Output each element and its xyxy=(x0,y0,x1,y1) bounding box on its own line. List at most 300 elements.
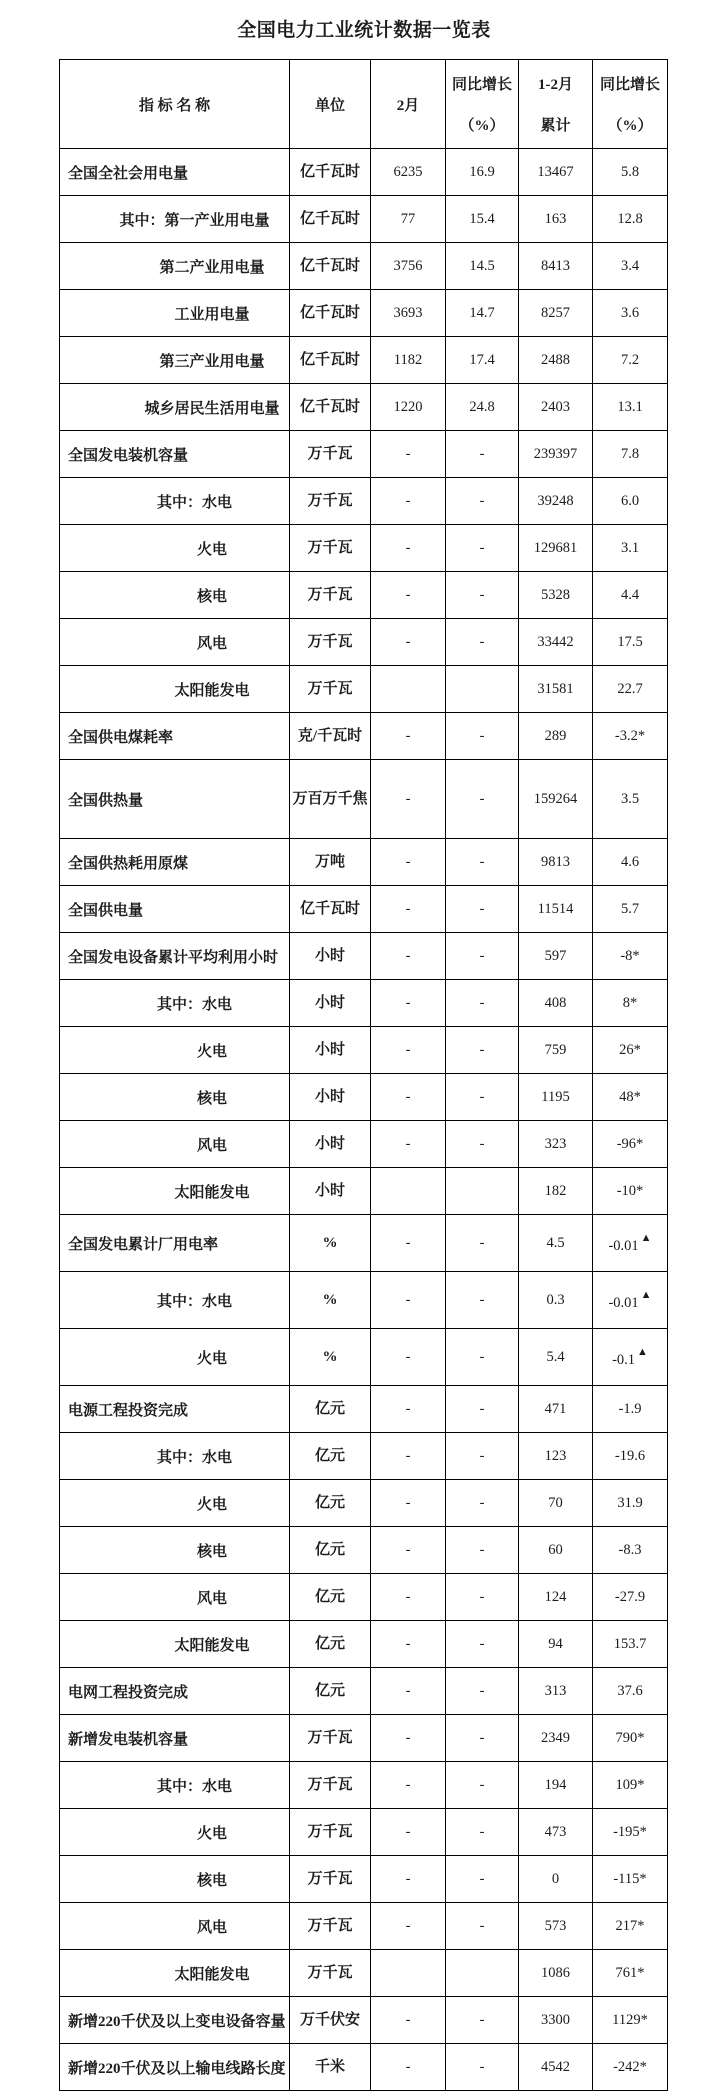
february-value-cell xyxy=(371,1074,446,1121)
cumulative-yoy-cell xyxy=(593,1809,668,1856)
indicator-name-cell-text: 火电 xyxy=(196,1825,227,1842)
indicator-name-cell-text: 工业用电量 xyxy=(174,306,250,323)
cumulative-value-cell-text: 759 xyxy=(544,1041,567,1058)
february-yoy-cell-text: - xyxy=(479,1400,485,1417)
february-value-cell xyxy=(371,1715,446,1762)
february-value-cell xyxy=(371,384,446,431)
february-yoy-cell-text: - xyxy=(479,1447,485,1464)
february-yoy-cell xyxy=(446,886,519,933)
february-yoy-cell xyxy=(446,1272,519,1329)
header-yoy-cumulative-line1: 同比增长 xyxy=(599,77,660,93)
indicator-name-cell xyxy=(60,886,290,933)
cumulative-yoy-cell xyxy=(593,1121,668,1168)
unit-cell-text: 小时 xyxy=(314,1183,345,1199)
indicator-name-cell xyxy=(60,290,290,337)
february-yoy-cell xyxy=(446,1809,519,1856)
indicator-name-cell xyxy=(60,1762,290,1809)
cumulative-yoy-cell-text: 37.6 xyxy=(617,1682,643,1699)
unit-cell xyxy=(290,886,371,933)
february-yoy-cell-text: - xyxy=(479,445,485,462)
february-value-cell-text: - xyxy=(405,1400,411,1417)
table-row xyxy=(60,1027,668,1074)
unit-cell-text: 万千瓦 xyxy=(307,1730,353,1746)
cumulative-yoy-cell xyxy=(593,337,668,384)
february-value-cell-text: - xyxy=(405,633,411,650)
cumulative-value-cell xyxy=(519,713,593,760)
february-yoy-cell xyxy=(446,196,519,243)
indicator-name-cell-text: 太阳能发电 xyxy=(174,1637,250,1654)
unit-cell-text: 万千瓦 xyxy=(307,446,353,462)
unit-cell xyxy=(290,1074,371,1121)
cumulative-yoy-cell xyxy=(593,243,668,290)
february-yoy-cell-text: - xyxy=(479,790,485,807)
cumulative-value-cell-text: 33442 xyxy=(537,633,574,650)
unit-cell-text: % xyxy=(322,1349,338,1365)
unit-cell-text: 亿元 xyxy=(314,1542,345,1558)
unit-cell-text: % xyxy=(322,1235,338,1251)
cumulative-yoy-cell xyxy=(593,1433,668,1480)
february-yoy-cell xyxy=(446,1527,519,1574)
february-yoy-cell xyxy=(446,337,519,384)
february-value-cell-text: - xyxy=(405,1041,411,1058)
unit-cell xyxy=(290,1997,371,2044)
cumulative-yoy-cell xyxy=(593,1762,668,1809)
cumulative-yoy-cell-text: 3.6 xyxy=(620,304,640,321)
february-value-cell-text: - xyxy=(405,492,411,509)
february-value-cell xyxy=(371,619,446,666)
unit-cell-text: 万千瓦 xyxy=(307,1965,353,1981)
unit-cell-text: 万千伏安 xyxy=(299,2012,360,2028)
unit-cell xyxy=(290,1121,371,1168)
cumulative-yoy-cell-text: -0.01 xyxy=(608,1237,639,1254)
unit-cell-text: 亿元 xyxy=(314,1448,345,1464)
indicator-name-cell-text: 城乡居民生活用电量 xyxy=(144,400,280,417)
cumulative-yoy-cell-text: 48* xyxy=(619,1088,641,1105)
february-yoy-cell-text: - xyxy=(479,1348,485,1365)
february-yoy-cell-text: - xyxy=(479,947,485,964)
cumulative-yoy-cell-text: -0.1 xyxy=(612,1351,636,1368)
unit-cell-text: 亿千瓦时 xyxy=(299,399,360,415)
unit-cell xyxy=(290,478,371,525)
table-row xyxy=(60,1480,668,1527)
cumulative-value-cell-text: 1086 xyxy=(541,1964,570,1981)
indicator-name-cell xyxy=(60,713,290,760)
cumulative-yoy-cell-text: -19.6 xyxy=(614,1447,646,1464)
unit-cell-text: 克/千瓦时 xyxy=(297,728,363,744)
unit-cell xyxy=(290,431,371,478)
february-yoy-cell xyxy=(446,1621,519,1668)
header-yoy-february xyxy=(446,60,519,149)
february-value-cell-text: - xyxy=(405,1870,411,1887)
unit-cell xyxy=(290,384,371,431)
unit-cell xyxy=(290,1762,371,1809)
header-cumulative-line2: 累计 xyxy=(540,118,571,134)
header-row xyxy=(60,60,668,149)
cumulative-yoy-cell xyxy=(593,619,668,666)
cumulative-yoy-cell xyxy=(593,713,668,760)
cumulative-yoy-cell xyxy=(593,1480,668,1527)
unit-cell-text: 万千瓦 xyxy=(307,1918,353,1934)
indicator-name-cell-text: 核电 xyxy=(196,588,227,605)
indicator-name-cell xyxy=(60,1997,290,2044)
indicator-name-cell-text: 核电 xyxy=(196,1543,227,1560)
header-indicator-label: 指 标 名 称 xyxy=(138,97,211,114)
february-yoy-cell xyxy=(446,1215,519,1272)
february-value-cell xyxy=(371,478,446,525)
cumulative-value-cell xyxy=(519,478,593,525)
february-yoy-cell xyxy=(446,1668,519,1715)
indicator-name-cell xyxy=(60,1329,290,1386)
cumulative-value-cell-text: 60 xyxy=(548,1541,563,1558)
cumulative-value-cell-text: 5328 xyxy=(541,586,570,603)
unit-cell-text: 小时 xyxy=(314,1042,345,1058)
table-row xyxy=(60,1715,668,1762)
unit-cell xyxy=(290,572,371,619)
cumulative-yoy-cell xyxy=(593,1715,668,1762)
cumulative-value-cell-text: 8257 xyxy=(541,304,570,321)
indicator-name-cell-text: 其中：水电 xyxy=(156,1293,232,1310)
february-yoy-cell-text: - xyxy=(479,1588,485,1605)
february-yoy-cell-text: - xyxy=(479,1494,485,1511)
indicator-name-cell-text: 风电 xyxy=(196,1590,227,1607)
february-value-cell xyxy=(371,149,446,196)
february-value-cell-text: - xyxy=(405,994,411,1011)
unit-cell xyxy=(290,290,371,337)
cumulative-value-cell-text: 94 xyxy=(548,1635,563,1652)
february-yoy-cell xyxy=(446,1329,519,1386)
indicator-name-cell-text: 太阳能发电 xyxy=(174,1184,250,1201)
page-title: 全国电力工业统计数据一览表 xyxy=(237,20,491,41)
february-yoy-cell-text: 15.4 xyxy=(469,210,495,227)
indicator-name-cell xyxy=(60,1480,290,1527)
table-row xyxy=(60,337,668,384)
february-yoy-cell-text: - xyxy=(479,994,485,1011)
february-value-cell xyxy=(371,1433,446,1480)
indicator-name-cell xyxy=(60,1621,290,1668)
february-yoy-cell xyxy=(446,525,519,572)
unit-cell-text: % xyxy=(322,1292,338,1308)
indicator-name-cell-text: 电网工程投资完成 xyxy=(68,1684,189,1701)
indicator-name-cell xyxy=(60,1574,290,1621)
february-value-cell-text: - xyxy=(405,1135,411,1152)
february-yoy-cell-text: - xyxy=(479,492,485,509)
unit-cell xyxy=(290,149,371,196)
february-yoy-cell xyxy=(446,1903,519,1950)
cumulative-value-cell-text: 39248 xyxy=(537,492,574,509)
indicator-name-cell-text: 其中：水电 xyxy=(156,1449,232,1466)
unit-cell-text: 亿千瓦时 xyxy=(299,211,360,227)
header-february xyxy=(371,60,446,149)
unit-cell xyxy=(290,1272,371,1329)
february-yoy-cell-text: 14.5 xyxy=(469,257,495,274)
indicator-name-cell xyxy=(60,980,290,1027)
cumulative-value-cell-text: 129681 xyxy=(533,539,578,556)
february-value-cell-text: 3693 xyxy=(393,304,423,321)
indicator-name-cell-text: 第三产业用电量 xyxy=(159,353,265,370)
indicator-name-cell-text: 电源工程投资完成 xyxy=(68,1402,189,1419)
february-value-cell-text: - xyxy=(405,1588,411,1605)
february-value-cell-text: 77 xyxy=(400,210,416,227)
february-value-cell xyxy=(371,337,446,384)
february-yoy-cell xyxy=(446,1997,519,2044)
cumulative-value-cell xyxy=(519,1903,593,1950)
unit-cell xyxy=(290,1527,371,1574)
indicator-name-cell-text: 全国发电装机容量 xyxy=(68,447,189,464)
february-value-cell-text: - xyxy=(405,727,411,744)
cumulative-yoy-cell xyxy=(593,980,668,1027)
header-yoy-cumulative xyxy=(593,60,668,149)
indicator-name-cell xyxy=(60,1272,290,1329)
cumulative-value-cell xyxy=(519,1329,593,1386)
table-row xyxy=(60,243,668,290)
cumulative-value-cell xyxy=(519,1215,593,1272)
cumulative-yoy-cell-text: -115* xyxy=(613,1870,647,1887)
cumulative-yoy-cell-text: -8* xyxy=(620,947,640,964)
cumulative-yoy-cell xyxy=(593,196,668,243)
february-yoy-cell xyxy=(446,431,519,478)
february-yoy-cell-text: - xyxy=(479,1917,485,1934)
unit-cell xyxy=(290,619,371,666)
february-value-cell-text: 3756 xyxy=(393,257,423,274)
february-value-cell-text: - xyxy=(405,1348,411,1365)
february-value-cell xyxy=(371,933,446,980)
header-yoy-february-line1: 同比增长 xyxy=(451,77,512,93)
cumulative-yoy-cell-text: 22.7 xyxy=(617,680,643,697)
unit-cell-text: 千米 xyxy=(314,2059,345,2075)
cumulative-value-cell xyxy=(519,1762,593,1809)
cumulative-value-cell-text: 8413 xyxy=(541,257,570,274)
indicator-name-cell-text: 风电 xyxy=(196,635,227,652)
february-yoy-cell xyxy=(446,839,519,886)
table-row xyxy=(60,1668,668,1715)
cumulative-value-cell xyxy=(519,1027,593,1074)
cumulative-yoy-cell-text: 26* xyxy=(619,1041,641,1058)
unit-cell xyxy=(290,1950,371,1997)
table-row xyxy=(60,839,668,886)
february-yoy-cell-text: - xyxy=(479,1291,485,1308)
table-row xyxy=(60,619,668,666)
indicator-name-cell xyxy=(60,619,290,666)
unit-cell xyxy=(290,1215,371,1272)
table-row xyxy=(60,980,668,1027)
cumulative-value-cell xyxy=(519,243,593,290)
table-row xyxy=(60,1386,668,1433)
table-header xyxy=(60,60,668,149)
february-yoy-cell-text: - xyxy=(479,2011,485,2028)
unit-cell-text: 亿千瓦时 xyxy=(299,352,360,368)
table-row xyxy=(60,1527,668,1574)
indicator-name-cell xyxy=(60,572,290,619)
february-value-cell xyxy=(371,839,446,886)
cumulative-value-cell xyxy=(519,1168,593,1215)
cumulative-yoy-cell-text: 5.7 xyxy=(620,900,640,917)
header-unit-label: 单位 xyxy=(314,97,345,114)
february-yoy-cell xyxy=(446,1574,519,1621)
unit-cell-text: 小时 xyxy=(314,995,345,1011)
indicator-name-cell-text: 风电 xyxy=(196,1137,227,1154)
unit-cell xyxy=(290,337,371,384)
unit-cell-text: 亿元 xyxy=(314,1636,345,1652)
february-value-cell xyxy=(371,1856,446,1903)
february-value-cell xyxy=(371,1121,446,1168)
february-yoy-cell-text: - xyxy=(479,1635,485,1652)
unit-cell xyxy=(290,1329,371,1386)
february-yoy-cell-text: 16.9 xyxy=(469,163,495,180)
february-yoy-cell-text: - xyxy=(479,1870,485,1887)
indicator-name-cell-text: 新增发电装机容量 xyxy=(68,1731,189,1748)
indicator-name-cell xyxy=(60,337,290,384)
indicator-name-cell-text: 太阳能发电 xyxy=(174,1966,250,1983)
statistics-table xyxy=(59,59,668,2091)
cumulative-value-cell-text: 182 xyxy=(544,1182,567,1199)
cumulative-yoy-cell xyxy=(593,1272,668,1329)
unit-cell xyxy=(290,1856,371,1903)
cumulative-yoy-cell-text: -96* xyxy=(616,1135,644,1152)
cumulative-value-cell xyxy=(519,1668,593,1715)
february-yoy-cell xyxy=(446,2044,519,2091)
table-row xyxy=(60,149,668,196)
cumulative-value-cell-text: 573 xyxy=(544,1917,567,1934)
february-yoy-cell xyxy=(446,666,519,713)
february-value-cell-text: - xyxy=(405,1088,411,1105)
february-value-cell xyxy=(371,572,446,619)
indicator-name-cell-text: 火电 xyxy=(196,1350,227,1367)
cumulative-value-cell-text: 5.4 xyxy=(546,1348,565,1365)
indicator-name-cell-text: 新增220千伏及以上输电线路长度 xyxy=(68,2060,286,2077)
cumulative-yoy-cell xyxy=(593,1074,668,1121)
table-row xyxy=(60,384,668,431)
february-value-cell xyxy=(371,431,446,478)
cumulative-value-cell xyxy=(519,1480,593,1527)
cumulative-yoy-cell xyxy=(593,290,668,337)
indicator-name-cell-text: 全国供热耗用原煤 xyxy=(68,855,189,872)
february-value-cell xyxy=(371,1027,446,1074)
table-row xyxy=(60,1950,668,1997)
table-row xyxy=(60,572,668,619)
unit-cell-text: 亿千瓦时 xyxy=(299,258,360,274)
table-row xyxy=(60,1574,668,1621)
indicator-name-cell-text: 第二产业用电量 xyxy=(159,259,265,276)
cumulative-value-cell xyxy=(519,1272,593,1329)
indicator-name-cell xyxy=(60,1809,290,1856)
header-cumulative xyxy=(519,60,593,149)
unit-cell xyxy=(290,1715,371,1762)
cumulative-yoy-cell xyxy=(593,572,668,619)
indicator-name-cell-text: 全国供电煤耗率 xyxy=(68,729,174,746)
unit-cell xyxy=(290,196,371,243)
february-yoy-cell-text: 14.7 xyxy=(469,304,495,321)
february-yoy-cell-text: - xyxy=(479,727,485,744)
indicator-name-cell xyxy=(60,933,290,980)
unit-cell xyxy=(290,1027,371,1074)
cumulative-yoy-cell xyxy=(593,149,668,196)
cumulative-value-cell-text: 9813 xyxy=(541,853,570,870)
february-yoy-cell xyxy=(446,384,519,431)
february-value-cell-text: - xyxy=(405,1682,411,1699)
february-yoy-cell xyxy=(446,713,519,760)
cumulative-yoy-cell-text: 3.4 xyxy=(620,257,640,274)
cumulative-value-cell xyxy=(519,1715,593,1762)
unit-cell-text: 万吨 xyxy=(314,854,345,870)
cumulative-value-cell xyxy=(519,839,593,886)
february-value-cell-text: - xyxy=(405,947,411,964)
unit-cell-text: 万千瓦 xyxy=(307,1824,353,1840)
february-yoy-cell-text: - xyxy=(479,539,485,556)
indicator-name-cell xyxy=(60,431,290,478)
cumulative-value-cell xyxy=(519,1121,593,1168)
indicator-name-cell-text: 核电 xyxy=(196,1090,227,1107)
unit-cell-text: 万百万千焦 xyxy=(292,790,368,807)
february-value-cell xyxy=(371,1574,446,1621)
cumulative-yoy-cell-text: -242* xyxy=(613,2058,647,2075)
unit-cell xyxy=(290,525,371,572)
february-yoy-cell xyxy=(446,933,519,980)
cumulative-value-cell xyxy=(519,431,593,478)
february-value-cell-text: - xyxy=(405,1234,411,1251)
unit-cell-text: 万千瓦 xyxy=(307,634,353,650)
cumulative-yoy-cell-text: 8* xyxy=(622,994,638,1011)
unit-cell xyxy=(290,933,371,980)
cumulative-value-cell-text: 124 xyxy=(544,1588,567,1605)
february-value-cell xyxy=(371,1668,446,1715)
cumulative-yoy-cell-text: 109* xyxy=(615,1776,645,1793)
unit-cell xyxy=(290,1168,371,1215)
cumulative-value-cell xyxy=(519,2044,593,2091)
cumulative-yoy-cell-text: 217* xyxy=(615,1917,645,1934)
unit-cell xyxy=(290,1621,371,1668)
unit-cell-text: 亿千瓦时 xyxy=(299,901,360,917)
cumulative-yoy-cell-text: 7.8 xyxy=(620,445,640,462)
february-value-cell-text: - xyxy=(405,1823,411,1840)
cumulative-yoy-cell xyxy=(593,384,668,431)
indicator-name-cell-text: 太阳能发电 xyxy=(174,682,250,699)
unit-cell xyxy=(290,1668,371,1715)
header-february-label: 2月 xyxy=(396,97,420,114)
table-row xyxy=(60,1997,668,2044)
cumulative-value-cell-text: 194 xyxy=(544,1776,567,1793)
cumulative-value-cell xyxy=(519,1856,593,1903)
cumulative-value-cell-text: 313 xyxy=(544,1682,567,1699)
february-value-cell xyxy=(371,1621,446,1668)
cumulative-value-cell-text: 597 xyxy=(544,947,567,964)
table-row xyxy=(60,290,668,337)
cumulative-value-cell-text: 408 xyxy=(544,994,567,1011)
cumulative-yoy-cell-text: 5.8 xyxy=(620,163,640,180)
table-row xyxy=(60,1762,668,1809)
february-yoy-cell xyxy=(446,1386,519,1433)
cumulative-value-cell-text: 239397 xyxy=(533,445,578,462)
unit-cell xyxy=(290,1809,371,1856)
indicator-name-cell-text: 全国发电累计厂用电率 xyxy=(68,1236,219,1253)
february-value-cell-text: - xyxy=(405,445,411,462)
cumulative-yoy-cell-text: -195* xyxy=(613,1823,647,1840)
cumulative-value-cell-text: 4542 xyxy=(541,2058,570,2075)
indicator-name-cell-text: 核电 xyxy=(196,1872,227,1889)
indicator-name-cell xyxy=(60,384,290,431)
cumulative-value-cell-text: 3300 xyxy=(541,2011,570,2028)
february-yoy-cell-text: - xyxy=(479,1541,485,1558)
cumulative-value-cell xyxy=(519,666,593,713)
table-row xyxy=(60,478,668,525)
unit-cell-text: 万千瓦 xyxy=(307,493,353,509)
cumulative-yoy-cell-text: 761* xyxy=(615,1964,645,1981)
february-yoy-cell xyxy=(446,1027,519,1074)
cumulative-yoy-cell-text: 3.5 xyxy=(620,790,640,807)
unit-cell xyxy=(290,760,371,839)
cumulative-yoy-cell xyxy=(593,1329,668,1386)
february-value-cell-text: - xyxy=(405,1917,411,1934)
february-value-cell-text: - xyxy=(405,2011,411,2028)
